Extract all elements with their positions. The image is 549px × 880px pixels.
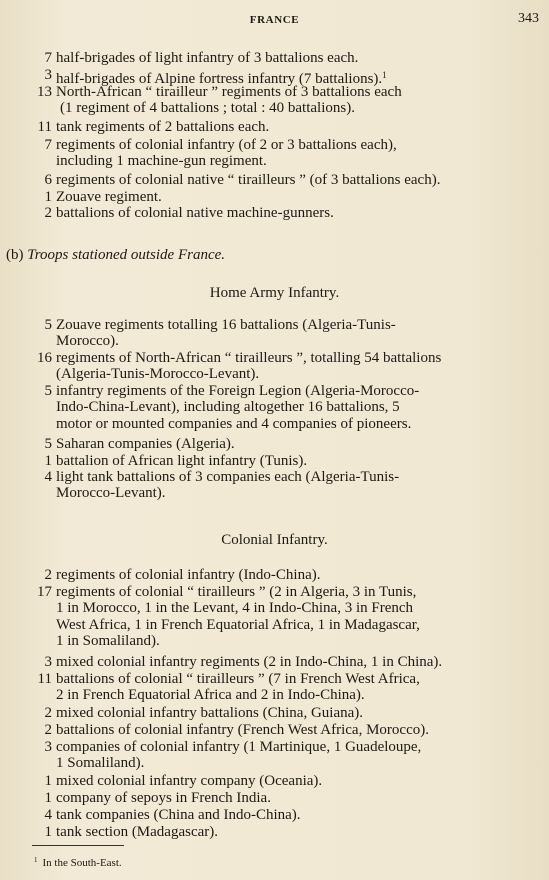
list-item <box>34 705 546 721</box>
item-count: 11 <box>37 119 52 135</box>
list-item <box>34 773 546 789</box>
item-text-continued: (Algeria-Tunis-Morocco-Levant). <box>56 366 260 383</box>
item-text-continued: Indo-China-Levant), including altogether 16 battalions, 5 <box>56 399 400 416</box>
item-text-continued: Morocco-Levant). <box>56 485 166 502</box>
item-text: Zouave regiments totalling 16 battalions (Algeria-Tunis- <box>56 317 396 333</box>
item-text: battalion of African light infantry (Tunis). <box>56 453 308 469</box>
item-text-continued: 2 in French Equatorial Africa and 2 in Indo-China). <box>56 687 365 704</box>
item-text-continued: West Africa, 1 in French Equatorial Africa, 1 in Madagascar, <box>56 616 420 633</box>
item-text: tank companies (China and Indo-China). <box>56 807 301 823</box>
item-text: battalions of colonial native machine-gunners. <box>56 205 334 221</box>
item-text: regiments of colonial infantry (Indo-China). <box>56 567 321 583</box>
subheading-home-army: Home Army Infantry. <box>209 285 340 301</box>
item-count: 11 <box>37 671 52 687</box>
item-text: mixed colonial infantry battalions (China, Guiana). <box>56 705 364 721</box>
footnote <box>34 856 122 869</box>
item-text: mixed colonial infantry company (Oceania). <box>56 773 323 789</box>
list-item <box>34 119 546 135</box>
list-item <box>34 137 546 170</box>
running-title: FRANCE <box>249 14 300 26</box>
footnote-reference: 1 <box>382 70 387 80</box>
item-count: 1 <box>44 189 52 205</box>
item-text-continued: 1 Somaliland). <box>56 755 145 772</box>
item-text: companies of colonial infantry (1 Martinique, 1 Guadeloupe, <box>56 739 422 755</box>
item-text: infantry regiments of the Foreign Legion (Algeria-Morocco- <box>56 383 420 399</box>
list-item <box>34 654 546 670</box>
item-text-continued: 1 in Somaliland). <box>56 632 160 649</box>
list-item <box>34 469 546 502</box>
list-item <box>34 824 546 840</box>
item-text: Zouave regiment. <box>56 189 162 205</box>
item-count: 5 <box>44 436 52 452</box>
item-text: Saharan companies (Algeria). <box>56 436 235 452</box>
list-item <box>34 350 546 383</box>
section-heading <box>6 247 225 264</box>
item-text: mixed colonial infantry regiments (2 in Indo-China, 1 in China). <box>56 654 443 670</box>
item-text: half-brigades of light infantry of 3 battalions each. <box>56 50 359 66</box>
list-item <box>34 84 546 117</box>
item-count: 1 <box>44 824 52 840</box>
item-count: 7 <box>44 50 52 66</box>
item-count: 7 <box>44 137 52 153</box>
list-item <box>34 205 546 221</box>
list-item <box>34 189 546 205</box>
list-item <box>34 739 546 772</box>
item-text: battalions of colonial “ tirailleurs ” (7 in French West Africa, <box>56 671 420 687</box>
item-count: 5 <box>44 317 52 333</box>
item-count: 3 <box>44 739 52 755</box>
item-text-continued: including 1 machine-gun regiment. <box>56 153 267 170</box>
item-count: 4 <box>44 807 52 823</box>
footnote-divider <box>32 845 124 846</box>
item-text-continued: motor or mounted companies and 4 companies of pioneers. <box>56 415 412 432</box>
list-item <box>34 567 546 583</box>
item-text: regiments of colonial native “ tirailleurs ” (of 3 battalions each). <box>56 172 441 188</box>
item-count: 2 <box>44 705 52 721</box>
list-item <box>34 807 546 823</box>
item-count: 2 <box>44 567 52 583</box>
item-text: North-African “ tirailleur ” regiments of 3 battalions each <box>56 84 402 100</box>
page-number: 343 <box>518 11 539 26</box>
list-item <box>34 50 546 66</box>
item-text-continued: (1 regiment of 4 battalions ; total : 40 battalions). <box>60 100 355 117</box>
footnote-text: In the South-East. <box>42 857 122 869</box>
list-item <box>34 383 546 432</box>
item-count: 13 <box>37 84 52 100</box>
item-text: regiments of colonial infantry (of 2 or 3 battalions each), <box>56 137 397 153</box>
list-item <box>34 453 546 469</box>
item-count: 1 <box>44 453 52 469</box>
section-marker: (b) <box>6 247 24 263</box>
footnote-mark: 1 <box>34 856 38 864</box>
list-item <box>34 436 546 452</box>
list-item <box>34 790 546 806</box>
item-count: 6 <box>44 172 52 188</box>
item-text: regiments of colonial “ tirailleurs ” (2 in Algeria, 3 in Tunis, <box>56 584 417 600</box>
item-count: 4 <box>44 469 52 485</box>
list-item <box>34 584 546 649</box>
item-count: 2 <box>44 205 52 221</box>
item-count: 1 <box>44 790 52 806</box>
item-count: 2 <box>44 722 52 738</box>
item-text: tank section (Madagascar). <box>56 824 219 840</box>
item-text: battalions of colonial infantry (French West Africa, Morocco). <box>56 722 429 738</box>
item-text: regiments of North-African “ tirailleurs ”, totalling 54 battalions <box>56 350 442 366</box>
item-text: half-brigades of Alpine fortress infantry (7 battalions). <box>56 71 383 87</box>
item-count: 3 <box>44 654 52 670</box>
item-text: light tank battalions of 3 companies each (Algeria-Tunis- <box>56 469 400 485</box>
item-count: 5 <box>44 383 52 399</box>
item-count: 3 <box>44 67 52 83</box>
item-text: tank regiments of 2 battalions each. <box>56 119 270 135</box>
item-count: 1 <box>44 773 52 789</box>
item-count: 16 <box>37 350 52 366</box>
item-text: company of sepoys in French India. <box>56 790 271 806</box>
section-title: Troops stationed outside France. <box>27 247 226 263</box>
list-item <box>34 317 546 350</box>
list-item <box>34 722 546 738</box>
subheading-colonial-infantry: Colonial Infantry. <box>221 532 328 548</box>
list-item <box>34 671 546 704</box>
item-text-continued: Morocco). <box>56 333 119 350</box>
item-text-continued: 1 in Morocco, 1 in the Levant, 4 in Indo-China, 3 in French <box>56 600 414 617</box>
list-item <box>34 172 546 188</box>
item-count: 17 <box>37 584 52 600</box>
